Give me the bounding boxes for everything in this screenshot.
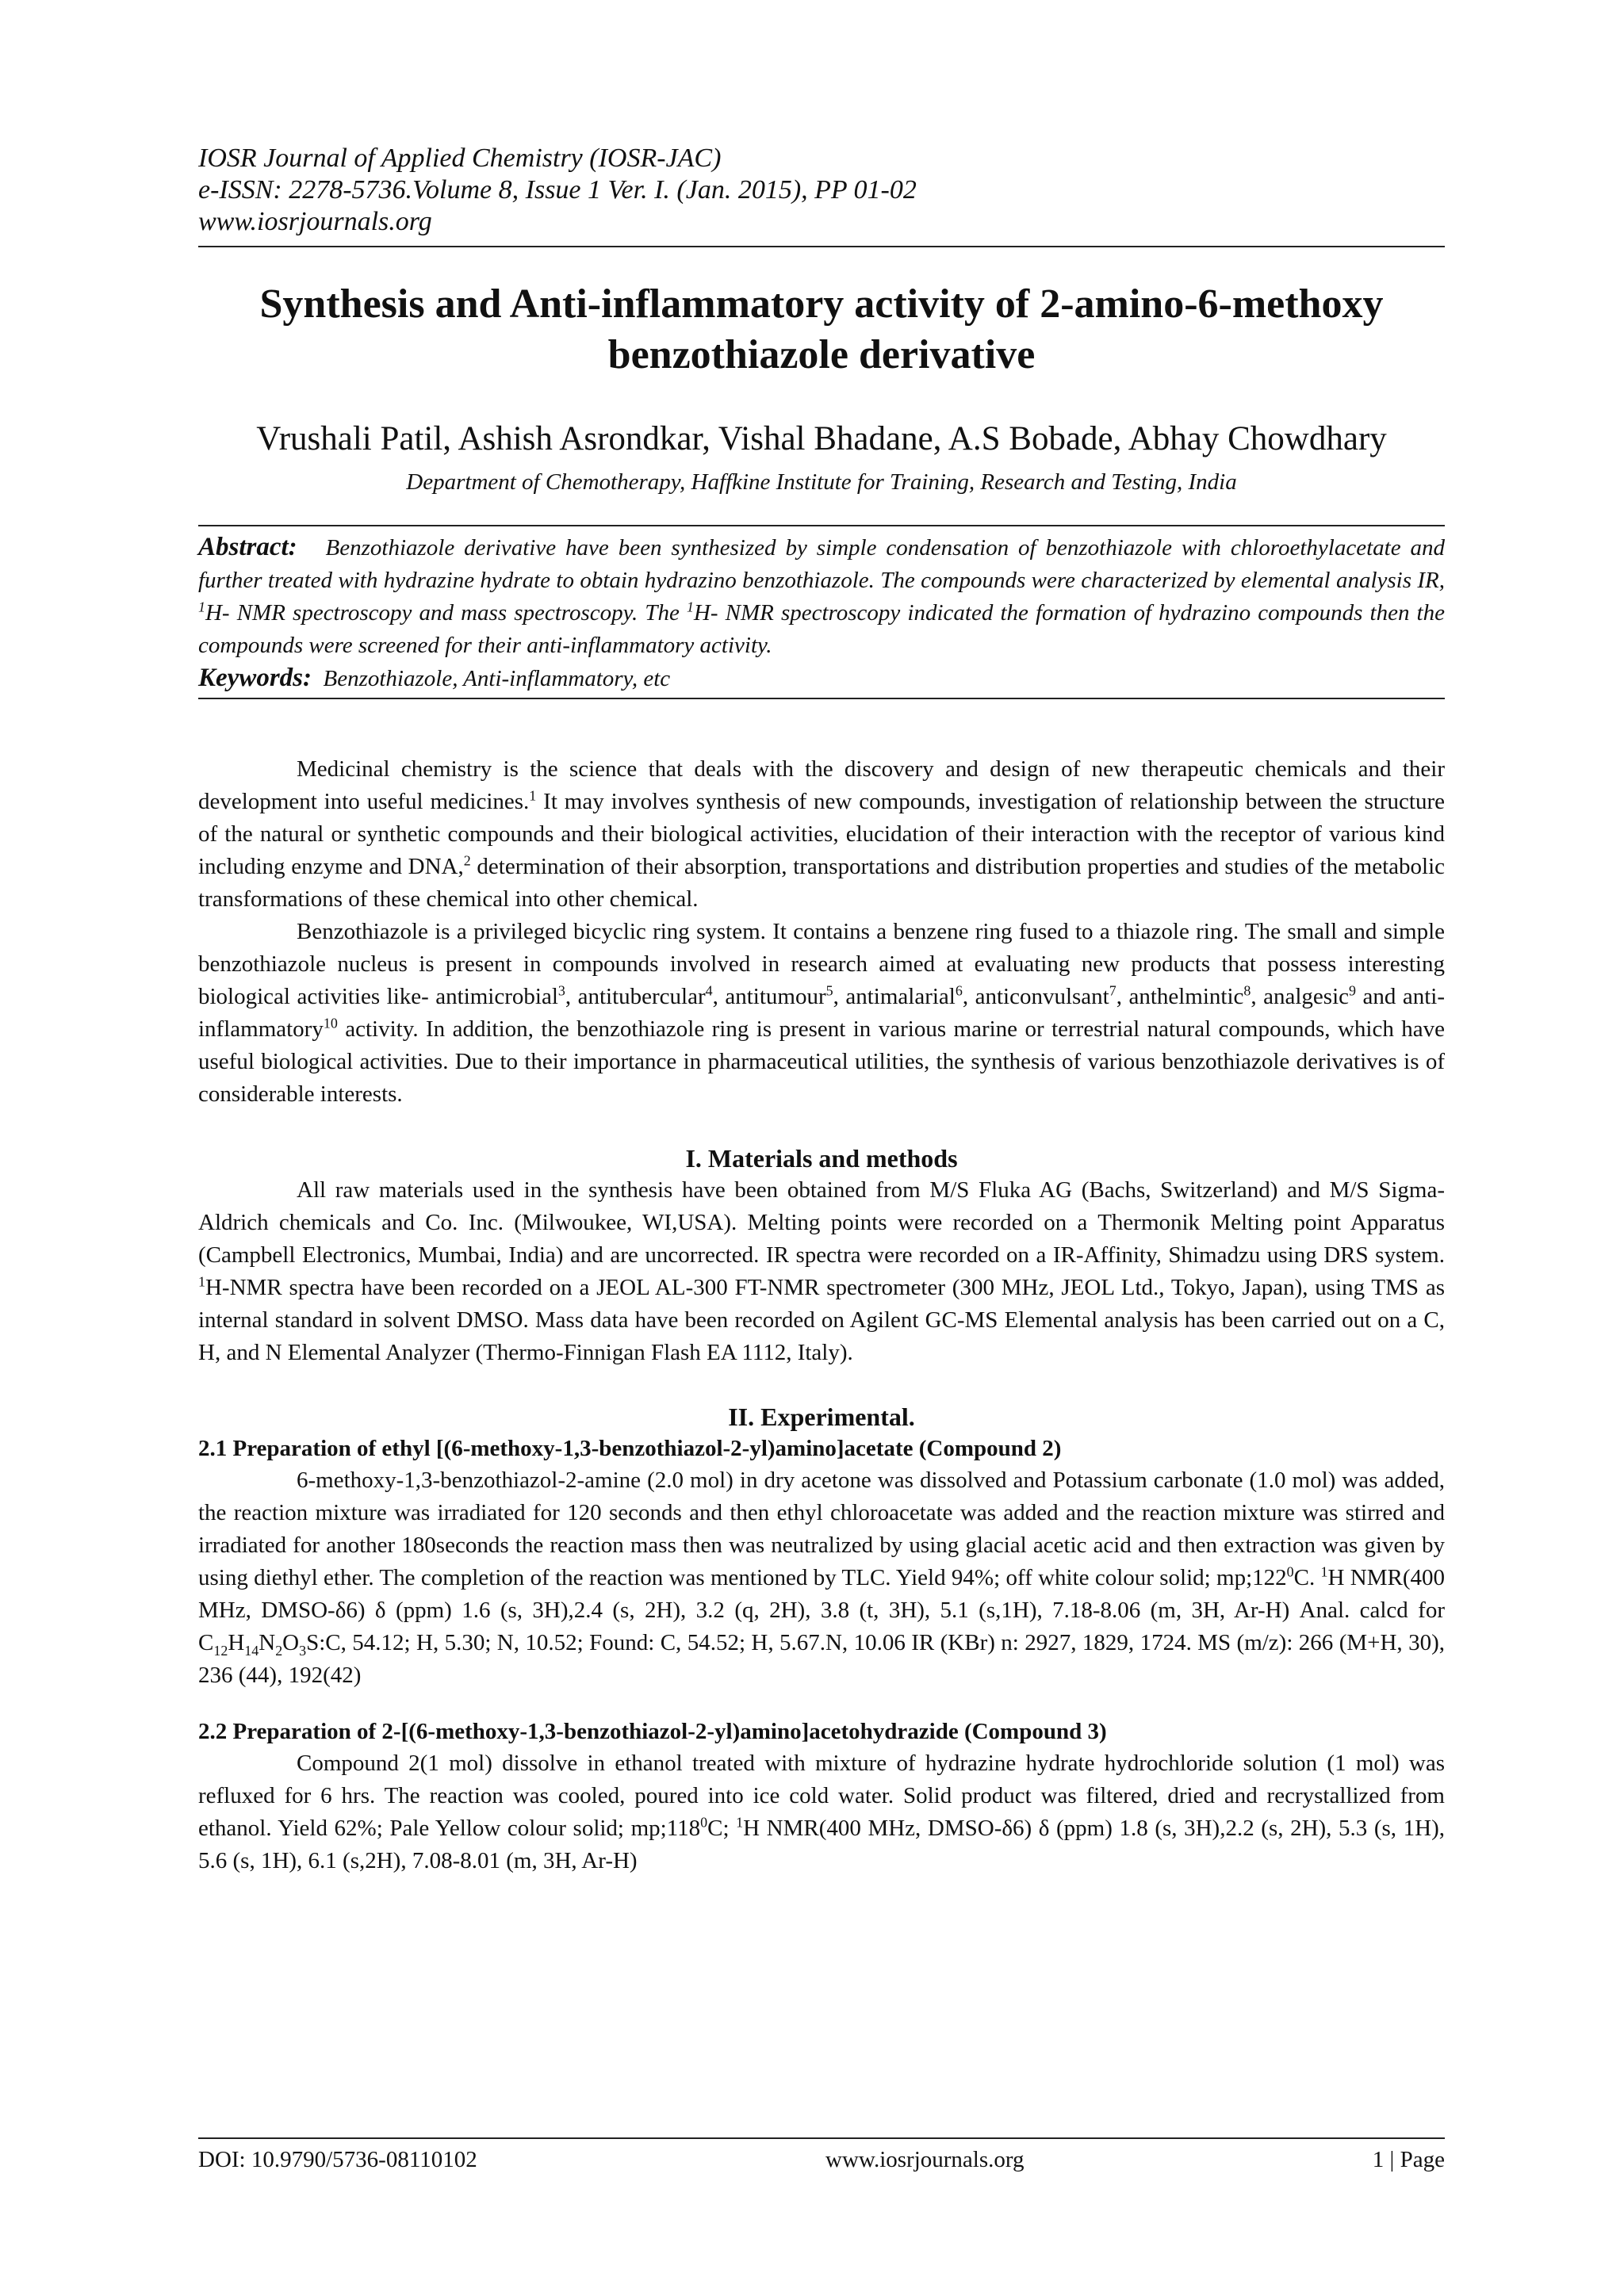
- subsection-2-2-text: [198, 1747, 1445, 1877]
- ref-5: 5: [825, 982, 833, 999]
- abstract-text-3: H- NMR spectroscopy indicated the formation of hydrazino compounds then the compounds were screened for their anti-inflammatory activity.: [198, 600, 1445, 658]
- abstract-text-2: H- NMR spectroscopy and mass spectroscopy. The: [205, 600, 687, 626]
- paper-title: Synthesis and Anti-inflammatory activity of 2-amino-6-methoxy benzothiazole derivative: [259, 281, 1384, 377]
- ref-1: 1: [529, 787, 537, 804]
- ref-9: 9: [1349, 982, 1356, 999]
- ref-3: 3: [557, 982, 565, 999]
- journal-issn: e-ISSN: 2278-5736.Volume 8, Issue 1 Ver. I. (Jan. 2015), PP 01-02: [198, 175, 917, 205]
- keywords-text: Benzothiazole, Anti-inflammatory, etc: [323, 666, 671, 691]
- footer-divider: [198, 2137, 1445, 2139]
- intro-paragraph-2: Benzothiazole is a privileged bicyclic ring system. It contains a benzene ring fused to a thiazole ring. The small and simple benzothiazole nucleus is present in compounds involved in research aimed at evaluating new products that possess interesting biological activities like- antimicrobial$^3$, antitubercular$^4$, antitumour$^5$, antimalarial$^6$, anticonvulsant$^7$, anthelmintic$^8$, analgesic$^9$ and anti-inflammatory$^{10}$ activity. In addition, the benzothiazole ring is present in various marine or terrestrial natural compounds, which have useful biological activities. Due to their importance in pharmaceutical utilities, the synthesis of various benzothiazole derivatives is of considerable interests.: [198, 919, 1445, 1107]
- journal-name: IOSR Journal of Applied Chemistry (IOSR-JAC): [198, 144, 722, 173]
- ref-10: 10: [323, 1015, 338, 1031]
- intro-paragraph-1: Medicinal chemistry is the science that deals with the discovery and design of new therapeutic chemicals and their development into useful medicines.$^1$ It may involves synthesis of new compounds, investigation of relationship between the structure of the natural or synthetic compounds and their biological activities, elucidation of their interaction with the receptor of various kind including enzyme and DNA,$^2$ determination of their absorption, transportations and distribution properties and studies of the metabolic transformations of these chemical into other chemical.: [198, 756, 1445, 912]
- section-1-text: [198, 1174, 1445, 1369]
- page-footer: [198, 2137, 1445, 2175]
- subsection-2-2-heading: 2.2 Preparation of 2-[(6-methoxy-1,3-benzothiazol-2-yl)amino]acetohydrazide (Compound 3): [198, 1719, 1107, 1744]
- subsection-2-1-text: [198, 1464, 1445, 1692]
- footer-website: www.iosrjournals.org: [825, 2147, 1025, 2172]
- abstract-sup-2: 1: [686, 599, 694, 615]
- subsection-2-2-paragraph: Compound 2(1 mol) dissolve in ethanol treated with mixture of hydrazine hydrate hydrochloride solution (1 mol) was refluxed for 6 hrs. The reaction was cooled, poured into ice cold water. Solid product was filtered, dried and recrystallized from ethanol. Yield 62%; Pale Yellow colour solid; $mp;118^0C$; $^1$H NMR(400 MHz, DMSO-δ6) δ (ppm) 1.8 (s, 3H),2.2 (s, 2H), 5.3 (s, 1H), 5.6 (s, 1H), 6.1 (s,2H), 7.08-8.01 (m, 3H, Ar-H): [198, 1751, 1445, 1873]
- abstract: [198, 531, 1445, 662]
- ref-8: 8: [1243, 982, 1251, 999]
- ref-4: 4: [705, 982, 713, 999]
- ref-7: 7: [1109, 982, 1116, 999]
- authors: Vrushali Patil, Ashish Asrondkar, Vishal Bhadane, A.S Bobade, Abhay Chowdhary: [256, 420, 1387, 457]
- footer-doi: DOI: 10.9790/5736-08110102: [198, 2147, 477, 2172]
- keywords-divider: [198, 698, 1445, 699]
- header-divider: [198, 246, 1445, 247]
- paper-page: [198, 143, 1445, 1877]
- abstract-sup-1: 1: [198, 599, 205, 615]
- ref-2: 2: [463, 852, 471, 869]
- keywords: [198, 662, 1445, 695]
- subsection-2-1-paragraph: 6-methoxy-1,3-benzothiazol-2-amine (2.0 mol) in dry acetone was dissolved and Potassium carbonate (1.0 mol) was added, the reaction mixture was irradiated for 120 seconds and then ethyl chloroacetate was added and the reaction mixture was stirred and irradiated for another 180seconds the reaction mass then was neutralized by using glacial acetic acid and then extraction was given by using diethyl ether. The completion of the reaction was mentioned by TLC. Yield 94%; off white colour solid; $mp;122^0C$. $^1$H NMR(400 MHz, DMSO-δ6) δ (ppm) 1.6 (s, 3H),2.4 (s, 2H), 3.2 (q, 2H), 3.8 (t, 3H), 5.1 (s,1H), 7.18-8.06 (m, 3H, Ar-H) Anal. calcd for $C_{12}H_{14}N_2O_3S:C$, 54.12; H, 5.30; N, 10.52; Found: C, 54.52; H, 5.67.N, 10.06 IR (KBr) n: 2927, 1829, 1724. MS (m/z): 266 (M+H, 30), 236 (44), 192(42): [198, 1468, 1446, 1688]
- keywords-label: Keywords:: [198, 664, 312, 692]
- ref-6: 6: [955, 982, 963, 999]
- footer-page-number: 1 | Page: [1372, 2147, 1445, 2172]
- subsection-2-1-heading: 2.1 Preparation of ethyl [(6-methoxy-1,3-benzothiazol-2-yl)amino]acetate (Compound 2): [198, 1436, 1062, 1461]
- journal-website: www.iosrjournals.org: [198, 207, 432, 236]
- abstract-text-1: Benzothiazole derivative have been synthesized by simple condensation of benzothiazole with chloroethylacetate and further treated with hydrazine hydrate to obtain hydrazino benzothiazole. The compounds were characterized by elemental analysis IR,: [198, 535, 1446, 593]
- section-1-heading: I. Materials and methods: [685, 1144, 958, 1173]
- section-2-heading: II. Experimental.: [728, 1402, 915, 1431]
- abstract-label: Abstract:: [198, 533, 297, 561]
- journal-header: [198, 143, 1445, 238]
- abstract-top-divider: [198, 525, 1445, 526]
- section-1-paragraph: All raw materials used in the synthesis have been obtained from M/S Fluka AG (Bachs, Switzerland) and M/S Sigma-Aldrich chemicals and Co. Inc. (Milwoukee, WI,USA). Melting points were recorded on a Thermonik Melting point Apparatus (Campbell Electronics, Mumbai, India) and are uncorrected. IR spectra were recorded on a IR-Affinity, Shimadzu using DRS system. $^1$H-NMR spectra have been recorded on a JEOL AL-300 FT-NMR spectrometer (300 MHz, JEOL Ltd., Tokyo, Japan), using TMS as internal standard in solvent DMSO. Mass data have been recorded on Agilent GC-MS Elemental analysis has been carried out on a C, H, and N Elemental Analyzer (Thermo-Finnigan Flash EA 1112, Italy).: [198, 1177, 1445, 1365]
- introduction: [198, 753, 1445, 1111]
- affiliation: Department of Chemotherapy, Haffkine Institute for Training, Research and Testing, India: [406, 469, 1237, 495]
